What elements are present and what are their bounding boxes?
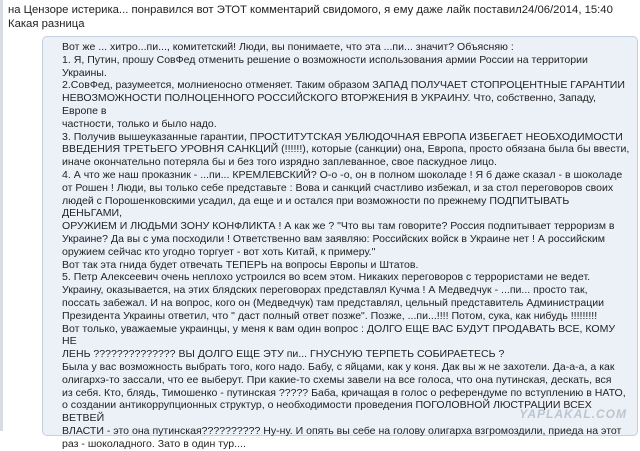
watermark: YAPLAKAL.COM (519, 407, 627, 421)
comment-text (8, 3, 634, 31)
left-border (0, 0, 3, 431)
quote-text: Вот же ... хитро...пи..., комитетский! Люди, вы понимаете, что эта ...пи... значит? Объясняю : 1. Я, Путин, прошу СовФед отменить решение о возможности использования армии России на территории Украины. 2.СовФед, разумеется, молниеносно отменяет. Таким образом ЗАПАД ПОЛУЧАЕТ СТОПРОЦЕНТНЫЕ ГАРАНТИИ НЕВОЗМОЖНОСТИ ПОЛНОЦЕННОГО РОССИЙСКОГО ВТОРЖЕНИЯ В УКРАИНУ. Что, собственно, Западу, Европе в частности, только и было надо. 3. Получив вышеуказанные гарантии, ПРОСТИТУТСКАЯ УБЛЮДОЧНАЯ ЕВРОПА ИЗБЕГАЕТ НЕОБХОДИМОСТИ ВВЕДЕНИЯ ТРЕТЬЕГО УРОВНЯ САНКЦИЙ (!!!!!!), которые (санкции) она, Европа, просто обязана была бы ввести, иначе окончательно потеряла бы и без того изрядно заплеванное, свое паскудное лицо. 4. А что же наш проказник - ...пи... КРЕМЛЕВСКИЙ? О-о -о, он в полном шоколаде ! Я б даже сказал - в шоколаде от Рошен ! Люди, вы только себе представьте : Вова и санкций счастливо избежал, и за стол переговоров своих людей с Порошенковскими усадил, да еще и и остался при возможности по прежнему ПОДПИТЫВАТЬ ДЕНЬГАМИ, ОРУЖИЕМ И ЛЮДЬМИ ЗОНУ КОНФЛИКТА ! А как же ? "Что вы там говорите? Россия подпитывает терроризм в Украине? Да вы с ума посходили ! Ответственно вам заявляю: Российских войск в Украине нет ! А российским оружием сейчас кто угодно торгует - вот хоть Китай, к примеру." Вот так эта гнида будет отвечать ТЕПЕРЬ на вопросы Европы и Штатов. 5. Петр Алексеевич очень неплохо устроился во всем этом. Никаких переговоров с террористами не ведет. Украину, оказывается, на этих блядских переговорах представлял Кучма ! А Медведчук - ...пи... просто так, поссать забежал. И на вопрос, кого он (Медведчук) там представлял, цельный представитель Администрации Президента Украины ответил, что " даст полный ответ позже". Позже, ...пи...!!!! Потом, сука, как нибудь !!!!!!!!! Вот только, уважаемые украинцы, у меня к вам один вопрос : ДОЛГО ЕЩЕ ВАС БУДУТ ПРОДАВАТЬ ВСЕ, КОМУ НЕ ЛЕНЬ ?????????????? ВЫ ДОЛГО ЕЩЕ ЭТУ пи... ГНУСНУЮ ТЕРПЕТЬ СОБИРАЕТЕСЬ ? Была у вас возможность выбрать того, кого надо. Бабу, с яйцами, как у коня. Дак вы ж не захотели. Да-а-а, а как олигархэ-то зассали, что ее выберут. При какие-то схемы завели на все голоса, что она путинская, дескать, вся из себя. Кто, блядь, Тимошенко - путинская ????? Баба, кричащая в голос о референдуме по вступлению в НАТО, о создании антикоррупционных структур, о необходимости проведения ПОГОЛОВНОЙ ЛЮСТРАЦИИ ВСЕХ ВЕТВЕЙ ВЛАСТИ - это она путинская?????????? Ну-ну. И опять вы себе на голову олигарха взгромоздили, приеда на этот раз - шоколадного. Зато в один тур.... (62, 41, 630, 450)
comment-line-2: Какая разница (8, 18, 85, 30)
quote-block (42, 36, 638, 450)
comment-line-1: на Цензоре истерика... понравился вот ЭТОТ комментарий свидомого, я ему даже лайк поставил24/06/2014, 15:40 (8, 4, 613, 16)
